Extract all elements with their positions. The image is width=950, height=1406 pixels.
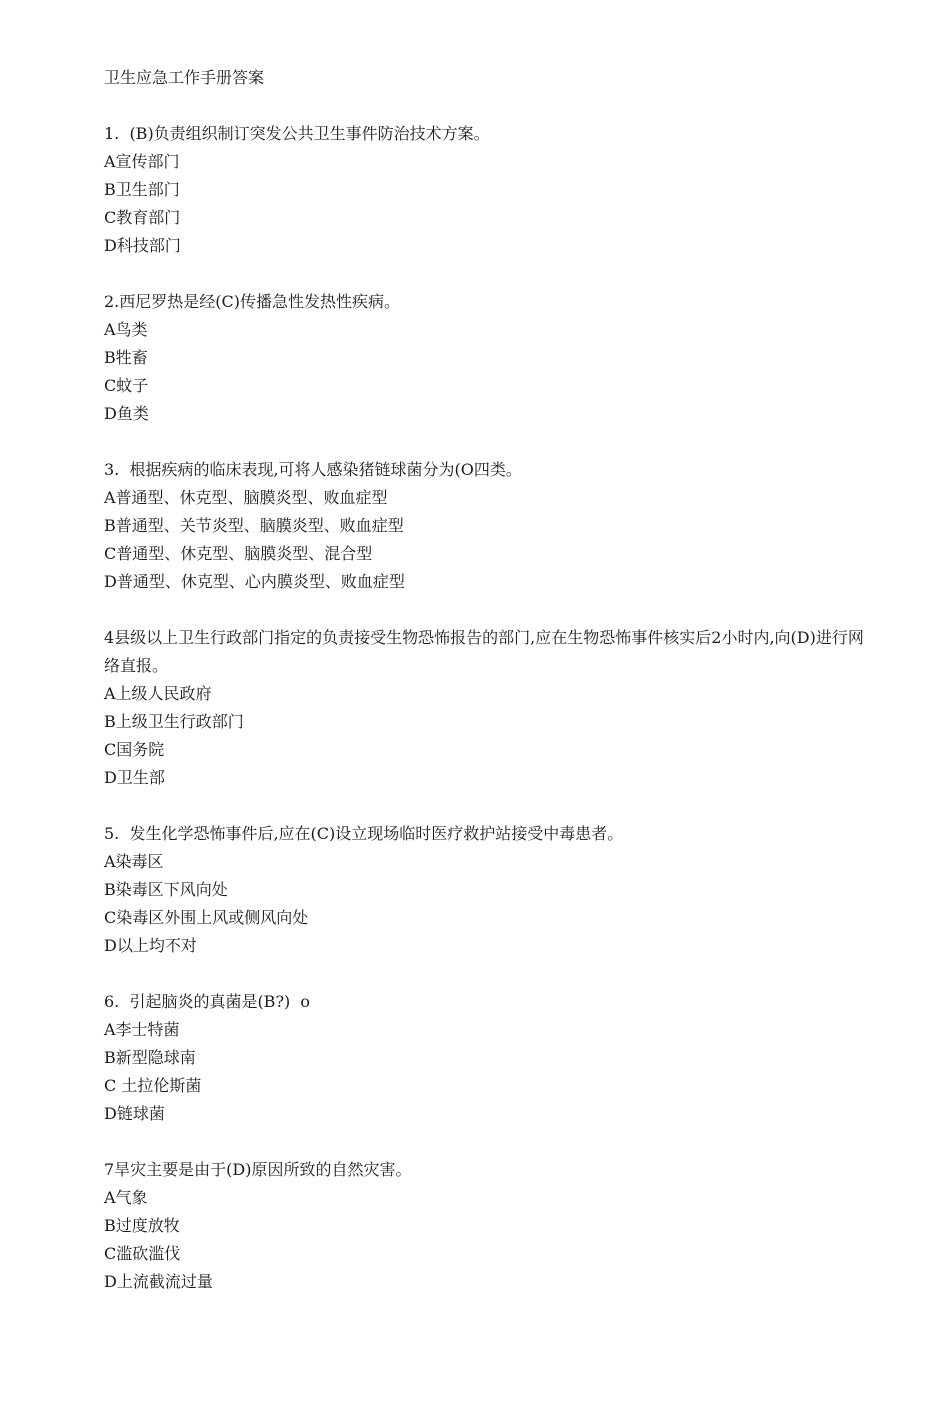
question-text: 7旱灾主要是由于(D)原因所致的自然灾害。	[104, 1160, 412, 1179]
question-2	[104, 288, 864, 428]
option-c: C普通型、休克型、脑膜炎型、混合型	[104, 544, 373, 563]
option-list	[104, 1184, 864, 1296]
option-d: D卫生部	[104, 768, 165, 787]
option-list	[104, 848, 864, 960]
option-d: D鱼类	[104, 404, 149, 423]
option-d: D以上均不对	[104, 936, 197, 955]
option-b: B普通型、关节炎型、脑膜炎型、败血症型	[104, 516, 404, 535]
option-a: A普通型、休克型、脑膜炎型、败血症型	[104, 488, 388, 507]
question-text: 1. (B)负责组织制订突发公共卫生事件防治技术方案。	[104, 124, 490, 143]
question-5	[104, 820, 864, 960]
option-c: C滥砍滥伐	[104, 1244, 181, 1263]
option-b: B新型隐球南	[104, 1048, 196, 1067]
option-d: D链球菌	[104, 1104, 165, 1123]
option-c: C蚊子	[104, 376, 149, 395]
option-c: C 土拉伦斯菌	[104, 1076, 202, 1095]
question-text: 4县级以上卫生行政部门指定的负责接受生物恐怖报告的部门,应在生物恐怖事件核实后2小时内,向(D)进行网络直报。	[104, 628, 864, 675]
option-d: D普通型、休克型、心内膜炎型、败血症型	[104, 572, 405, 591]
document-page	[104, 64, 864, 1324]
option-c: C国务院	[104, 740, 165, 759]
question-text: 5. 发生化学恐怖事件后,应在(C)设立现场临时医疗救护站接受中毒患者。	[104, 824, 624, 843]
option-b: B上级卫生行政部门	[104, 712, 244, 731]
question-3	[104, 456, 864, 596]
option-b: B过度放牧	[104, 1216, 180, 1235]
option-a: A气象	[104, 1188, 148, 1207]
option-b: B卫生部门	[104, 180, 180, 199]
option-b: B染毒区下风向处	[104, 880, 228, 899]
question-text: 6. 引起脑炎的真菌是(B?) o	[104, 992, 311, 1011]
option-c: C染毒区外围上风或侧风向处	[104, 908, 309, 927]
question-1	[104, 120, 864, 260]
option-d: D上流截流过量	[104, 1272, 213, 1291]
option-d: D科技部门	[104, 236, 181, 255]
option-a: A宣传部门	[104, 152, 180, 171]
question-text: 3. 根据疾病的临床表现,可将人感染猪链球菌分为(O四类。	[104, 460, 522, 479]
option-b: B牲畜	[104, 348, 148, 367]
option-list	[104, 680, 864, 792]
option-list	[104, 316, 864, 428]
question-6	[104, 988, 864, 1128]
option-list	[104, 148, 864, 260]
option-list	[104, 1016, 864, 1128]
option-a: A鸟类	[104, 320, 148, 339]
question-4	[104, 624, 864, 792]
document-title: 卫生应急工作手册答案	[104, 68, 265, 87]
question-7	[104, 1156, 864, 1296]
option-list	[104, 484, 864, 596]
option-a: A染毒区	[104, 852, 164, 871]
option-a: A李士特菌	[104, 1020, 180, 1039]
question-text: 2.西尼罗热是经(C)传播急性发热性疾病。	[104, 292, 400, 311]
option-a: A上级人民政府	[104, 684, 212, 703]
option-c: C教育部门	[104, 208, 181, 227]
